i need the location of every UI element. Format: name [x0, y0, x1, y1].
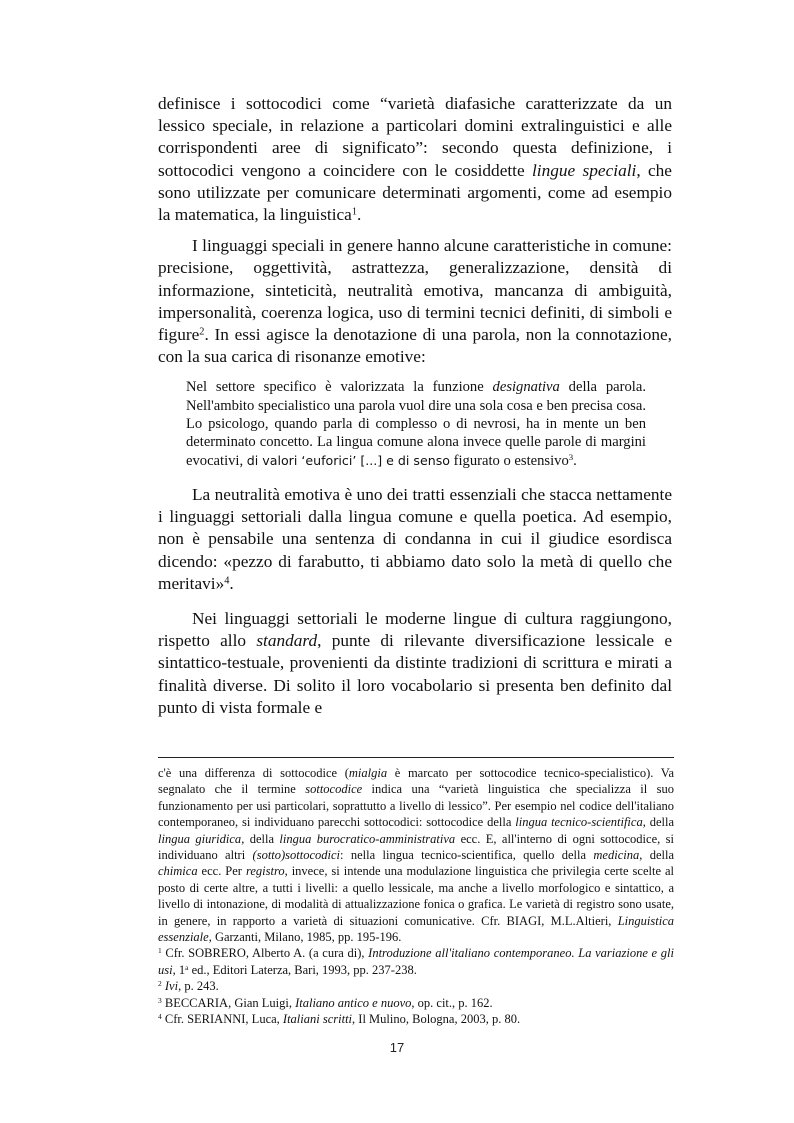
text-run: , 1: [172, 962, 186, 977]
footnote-ref: 2: [199, 326, 205, 338]
emphasis: lingua giuridica: [158, 831, 242, 846]
text-run: , p. 243.: [178, 979, 219, 994]
footnote-1: [158, 945, 674, 978]
text-run: è marcato per sottocodice tecnico-specialistico). Va segnalato che il termine: [158, 766, 675, 797]
footnote-number: 4: [158, 1011, 162, 1021]
text-run: figurato o estensivo: [449, 452, 569, 469]
footnote-3: [158, 995, 674, 1011]
footnote-number: 1: [158, 946, 162, 956]
text-run: , della: [639, 848, 674, 863]
text-run: . In essi agisce la denotazione di una parola, non la connotazione, con la sua carica di risonanze emotive:: [158, 325, 672, 367]
emphasis: Ivi: [164, 979, 179, 994]
block-quote: [186, 378, 646, 469]
text-run: I linguaggi speciali in genere hanno alcune caratteristiche in comune: precisione, oggettività, astrattezza, generalizzazione, densità di informazione, sinteticità, neutralità emotiva, mancanza di ambiguità, impersonalità, coerenza logica, uso di termini tecnici definiti, di simboli e figure: [158, 236, 672, 345]
emphasis: registro: [245, 864, 285, 879]
emphasis: (sotto)sottocodici: [252, 848, 341, 863]
text-run: ed., Editori Laterza, Bari, 1993, pp. 237-238.: [188, 962, 417, 977]
text-run: , op. cit., p. 162.: [411, 995, 493, 1010]
text-run: BECCARIA, Gian Luigi,: [161, 995, 296, 1010]
superscript: a: [185, 962, 189, 972]
text-run: c'è una differenza di sottocodice (: [158, 766, 349, 780]
text-run: , della: [241, 831, 280, 846]
emphasis: Linguistica essenziale: [158, 913, 674, 945]
emphasis: mialgia: [348, 766, 388, 780]
text-run: Cfr. SERIANNI, Luca,: [161, 1012, 283, 1027]
emphasis: Introduzione all'italiano contemporaneo. La variazione e gli usi: [158, 946, 674, 977]
footnote-ref: 4: [224, 575, 230, 587]
footnote-4: [158, 1011, 674, 1027]
footnote-number: 3: [158, 995, 162, 1005]
text-run: , punte di rilevante diversificazione lessicale e sintattico-testuale, provenienti da distinte tradizioni di scrittura e mirati a finalità diverse. Di solito il loro vocabolario si presenta ben definito dal punto di vista formale e: [158, 631, 672, 717]
page-number: 17: [389, 1040, 405, 1055]
text-run: , invece, si intende una modulazione linguistica che privilegia certe scelte al posto di certe altre, a tutti i livelli: a quello lessicale, ma anche a livello morfologico e sintattico, a livello di intonazione, di modalità di attualizzazione fonica o grafica. Le varietà di registro sono usate, in genere, in rapporto a varietà di situazioni comunicative. Cfr. BIAGI, M.L.Altieri,: [158, 864, 674, 928]
footnote-ref: 3: [568, 451, 574, 462]
text-run: Nel settore specifico è valorizzata la funzione: [186, 379, 493, 396]
footnote-2: [158, 978, 674, 994]
text-run: indica una “varietà linguistica che specializza il suo funzionamento per usi particolari, soprattutto a livello di lessico”. Per esempio nel codice dell'italiano contemporaneo, si individuano parecchi sottocodici: sottocodice della: [158, 782, 674, 830]
emphasis: standard: [256, 631, 318, 651]
text-run: , Garzanti, Milano, 1985, pp. 195-196.: [208, 930, 402, 945]
emphasis: lingua burocratico-amministrativa: [279, 831, 456, 846]
emphasis: medicina: [593, 848, 640, 863]
paragraph-2: [158, 235, 672, 368]
text-run: , Il Mulino, Bologna, 2003, p. 80.: [352, 1012, 521, 1027]
text-run: .: [573, 452, 577, 469]
emphasis: chimica: [158, 864, 198, 879]
paragraph-3: [158, 484, 672, 595]
footnote-ref: 1: [351, 206, 358, 218]
text-run: ecc. E, all'interno di ogni sottocodice, si individuano altri: [158, 831, 674, 863]
text-run: .: [357, 205, 362, 225]
text-run: ecc. Per: [197, 864, 246, 879]
text-run: Cfr. SOBRERO, Alberto A. (a cura di),: [161, 946, 369, 961]
text-run: definisce i sottocodici come “varietà diafasiche caratterizzate da un lessico speciale, in relazione a particolari domini extralinguistici e alle corrispondenti aree di significato”: secondo questa definizione, i sottocodici vengono a coincidere con le cosiddette: [158, 94, 672, 180]
footnote-number: 2: [158, 979, 162, 989]
emphasis: designativa: [492, 379, 560, 396]
body-text: [158, 93, 672, 719]
text-run: : nella lingua tecnico-scientifica, quello della: [340, 848, 594, 863]
footnotes: [158, 765, 674, 1028]
text-run: , che sono utilizzate per comunicare determinati argomenti, come ad esempio la matematica, la linguistica: [158, 160, 672, 225]
emphasis: Italiani scritti: [282, 1012, 353, 1027]
text-run: , della: [642, 815, 674, 830]
emphasis: lingua tecnico-scientifica: [515, 815, 643, 830]
text-run: della parola. Nell'ambito specialistico una parola vuol dire una sola cosa e ben precisa cosa. Lo psicologo, quando parla di complesso o di nevrosi, ha in mente un ben determinato concetto. La lingua comune alona invece quelle parole di margini evocativi,: [186, 379, 646, 469]
emphasis: lingue speciali: [532, 160, 637, 180]
paragraph-4: [158, 608, 672, 719]
emphasis: sottocodice: [305, 782, 363, 797]
text-run: .: [229, 573, 234, 593]
footnote-continuation: [158, 765, 674, 945]
footnote-divider: [158, 757, 674, 758]
text-run: Nei linguaggi settoriali le moderne lingue di cultura raggiungono, rispetto allo: [158, 608, 672, 651]
emphasis: Italiano antico e nuovo: [295, 995, 412, 1010]
paragraph-1: [158, 93, 672, 226]
text-run: La neutralità emotiva è uno dei tratti essenziali che stacca nettamente i linguaggi settoriali dalla lingua comune e quella poetica. Ad esempio, non è pensabile una sentenza di condanna in cui il giudice esordisca dicendo: «pezzo di farabutto, ti abbiamo dato solo la metà di quello che meritavi»: [158, 484, 672, 593]
text-run: di valori ‘euforici’ [...] e di senso: [246, 452, 450, 468]
